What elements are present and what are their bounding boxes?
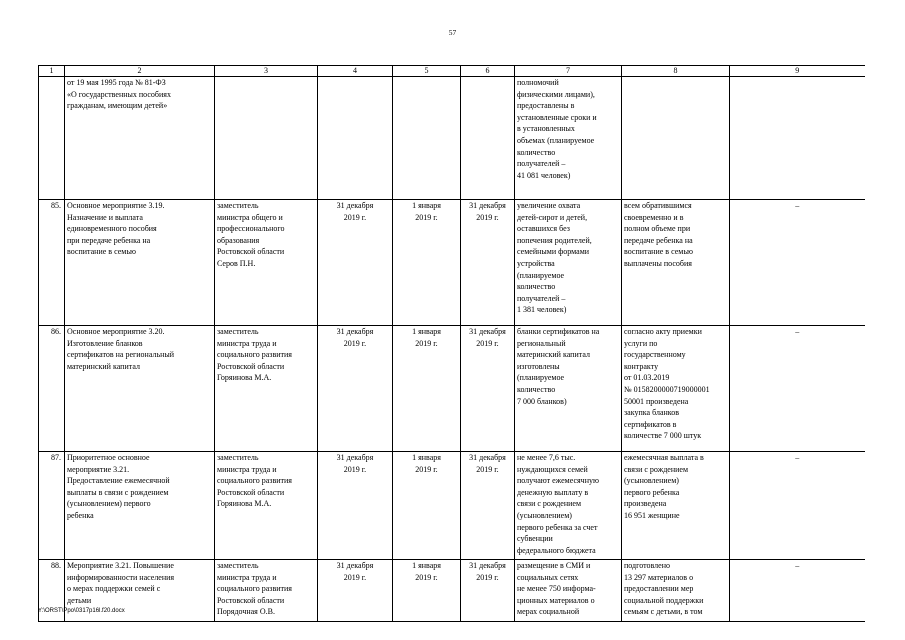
cell-text-line: № 0158200000719000001 bbox=[624, 384, 710, 394]
cell-text-line: 2019 г. bbox=[415, 212, 438, 222]
cell-text-line: денежную выплату в bbox=[517, 487, 589, 497]
cell-text-line: министра труда и bbox=[217, 572, 277, 582]
cell-text-line: субвенции bbox=[517, 534, 553, 544]
cell-text-line: социального развития bbox=[217, 476, 292, 486]
cell-text-line: 31 декабря bbox=[469, 327, 506, 336]
cell-text-line: 2019 г. bbox=[343, 572, 367, 582]
cell-text-line: ежемесячная выплата в bbox=[624, 453, 704, 462]
cell-text-line: сертификатов на региональный bbox=[67, 350, 175, 360]
column-header: 1 bbox=[39, 66, 65, 77]
cell-text-line: от 01.03.2019 bbox=[624, 373, 670, 383]
cell-text-line: детьми bbox=[67, 595, 92, 605]
column-header: 8 bbox=[622, 66, 730, 77]
column-header: 5 bbox=[393, 66, 461, 77]
actual-result-cell bbox=[622, 200, 730, 326]
cell-text-line: мерах социальной bbox=[517, 607, 580, 617]
row-number-cell: 87. bbox=[39, 452, 65, 560]
cell-text-line: единовременного пособия bbox=[67, 224, 157, 234]
table-row bbox=[39, 200, 865, 326]
cell-text-line: закупка бланков bbox=[624, 408, 680, 418]
cell-text-line: 2019 г. bbox=[476, 212, 499, 222]
cell-text-line: в установленных bbox=[517, 124, 575, 134]
report-table bbox=[38, 65, 865, 622]
cell-text-line: заместитель bbox=[217, 201, 259, 210]
cell-text-line: размещение в СМИ и bbox=[517, 561, 591, 570]
cell-text-line: 1 381 человек) bbox=[517, 305, 567, 315]
cell-text-line: полномочий bbox=[517, 78, 559, 87]
cell-text-line: оставшихся без bbox=[517, 224, 570, 234]
table-row bbox=[39, 77, 865, 200]
cell-text-line: детей-сирот и детей, bbox=[517, 212, 588, 222]
cell-text-line: воспитание в семью bbox=[67, 247, 136, 257]
cell-text-line: 50001 произведена bbox=[624, 396, 689, 406]
table-row bbox=[39, 326, 865, 452]
cell-text-line: Ростовской области bbox=[217, 247, 285, 257]
row-number-cell: 88. bbox=[39, 560, 65, 622]
notes-cell: – bbox=[730, 452, 865, 560]
cell-text-line: 2019 г. bbox=[343, 464, 367, 474]
cell-text-line: заместитель bbox=[217, 327, 259, 336]
cell-text-line: сертификатов в bbox=[624, 419, 677, 429]
cell-text-line: Предоставление ежемесячной bbox=[67, 476, 170, 486]
cell-text-line: Серов П.Н. bbox=[217, 258, 256, 268]
measure-name-cell bbox=[65, 77, 215, 200]
planned-end-date-cell bbox=[318, 452, 393, 560]
cell-text-line: выплачены пособия bbox=[624, 258, 692, 268]
cell-text-line: 2019 г. bbox=[343, 212, 367, 222]
cell-text-line: социальной поддержки bbox=[624, 595, 704, 605]
cell-text-line: государственному bbox=[624, 350, 686, 360]
cell-text-line: 2019 г. bbox=[476, 338, 499, 348]
cell-text-line: Изготовление бланков bbox=[67, 338, 143, 348]
cell-text-line: министра труда и bbox=[217, 338, 277, 348]
cell-text-line: нуждающихся семей bbox=[517, 464, 588, 474]
column-header: 2 bbox=[65, 66, 215, 77]
notes-cell: – bbox=[730, 200, 865, 326]
actual-end-date-cell bbox=[461, 200, 515, 326]
cell-text-line: Ростовской области bbox=[217, 487, 285, 497]
actual-result-cell bbox=[622, 452, 730, 560]
cell-text-line: полном объеме при bbox=[624, 224, 691, 234]
cell-text-line: передаче ребенка на bbox=[624, 235, 693, 245]
row-number-cell bbox=[39, 77, 65, 200]
cell-text-line: при передаче ребенка на bbox=[67, 235, 151, 245]
cell-text-line: контракту bbox=[624, 361, 659, 371]
cell-text-line: предоставлены в bbox=[517, 101, 575, 111]
cell-text-line: федерального бюджета bbox=[517, 545, 596, 555]
cell-text-line: получателей – bbox=[517, 159, 566, 169]
cell-text-line: Горяинова М.А. bbox=[217, 499, 272, 509]
responsible-person-cell bbox=[215, 77, 318, 200]
cell-text-line: 13 297 материалов о bbox=[624, 572, 694, 582]
actual-start-date-cell bbox=[393, 326, 461, 452]
actual-start-date-cell bbox=[393, 560, 461, 622]
planned-result-cell bbox=[515, 560, 622, 622]
column-header: 3 bbox=[215, 66, 318, 77]
cell-text-line: (усыновлением) bbox=[517, 510, 572, 520]
measure-name-cell bbox=[65, 452, 215, 560]
cell-text-line: 16 951 женщине bbox=[624, 510, 680, 520]
cell-text-line: 7 000 бланков) bbox=[517, 396, 567, 406]
cell-text-line: всем обратившимся bbox=[624, 201, 692, 210]
cell-text-line: (планируемое bbox=[517, 270, 565, 280]
cell-text-line: 1 января bbox=[412, 327, 441, 336]
notes-cell: – bbox=[730, 326, 865, 452]
actual-end-date-cell bbox=[461, 77, 515, 200]
cell-text-line: увеличение охвата bbox=[517, 201, 581, 210]
cell-text-line: количестве 7 000 штук bbox=[624, 431, 702, 441]
responsible-person-cell bbox=[215, 326, 318, 452]
cell-text-line: 1 января bbox=[412, 201, 441, 210]
cell-text-line: первого ребенка за счет bbox=[517, 522, 598, 532]
cell-text-line: министра общего и bbox=[217, 212, 283, 222]
cell-text-line: Мероприятие 3.21. Повышение bbox=[67, 561, 174, 570]
responsible-person-cell bbox=[215, 452, 318, 560]
cell-text-line: заместитель bbox=[217, 453, 259, 462]
cell-text-line: о мерах поддержки семей с bbox=[67, 584, 161, 594]
cell-text-line: 1 января bbox=[412, 453, 441, 462]
page-number: 57 bbox=[448, 28, 457, 37]
cell-text-line: связи с рождением bbox=[517, 499, 582, 509]
cell-text-line: социальных сетях bbox=[517, 572, 579, 582]
table-row bbox=[39, 560, 865, 622]
actual-start-date-cell bbox=[393, 77, 461, 200]
table-row bbox=[39, 452, 865, 560]
cell-text-line: количество bbox=[517, 147, 556, 157]
cell-text-line: гражданам, имеющим детей» bbox=[67, 101, 168, 111]
responsible-person-cell bbox=[215, 560, 318, 622]
cell-text-line: 31 декабря bbox=[336, 453, 374, 462]
cell-text-line: «О государственных пособиях bbox=[67, 89, 171, 99]
row-number-cell: 86. bbox=[39, 326, 65, 452]
cell-text-line: 2019 г. bbox=[476, 572, 499, 582]
column-header: 4 bbox=[318, 66, 393, 77]
cell-text-line: ционных материалов о bbox=[517, 595, 595, 605]
cell-text-line: 31 декабря bbox=[336, 561, 374, 570]
actual-start-date-cell bbox=[393, 200, 461, 326]
cell-text-line: Горяинова М.А. bbox=[217, 373, 272, 383]
cell-text-line: не менее 7,6 тыс. bbox=[517, 453, 576, 462]
cell-text-line: услуги по bbox=[624, 338, 658, 348]
actual-end-date-cell bbox=[461, 452, 515, 560]
measure-name-cell bbox=[65, 326, 215, 452]
cell-text-line: связи с рождением bbox=[624, 464, 689, 474]
cell-text-line: социального развития bbox=[217, 350, 292, 360]
cell-text-line: образования bbox=[217, 235, 260, 245]
cell-text-line: 31 декабря bbox=[336, 327, 374, 336]
cell-text-line: 2019 г. bbox=[343, 338, 367, 348]
actual-end-date-cell bbox=[461, 560, 515, 622]
cell-text-line: региональный bbox=[517, 338, 566, 348]
cell-text-line: 1 января bbox=[412, 561, 441, 570]
cell-text-line: информированности населения bbox=[67, 572, 175, 582]
cell-text-line: 31 декабря bbox=[469, 201, 506, 210]
cell-text-line: министра труда и bbox=[217, 464, 277, 474]
cell-text-line: подготовлено bbox=[624, 561, 670, 570]
cell-text-line: Ростовской области bbox=[217, 361, 285, 371]
cell-text-line: произведена bbox=[624, 499, 667, 509]
cell-text-line: Назначение и выплата bbox=[67, 212, 143, 222]
cell-text-line: мероприятие 3.21. bbox=[67, 464, 130, 474]
cell-text-line: предоставлении мер bbox=[624, 584, 694, 594]
cell-text-line: Приоритетное основное bbox=[67, 453, 150, 462]
actual-end-date-cell bbox=[461, 326, 515, 452]
cell-text-line: получателей – bbox=[517, 293, 566, 303]
cell-text-line: (усыновлением) bbox=[624, 476, 679, 486]
cell-text-line: материнский капитал bbox=[517, 350, 590, 360]
cell-text-line: социального развития bbox=[217, 584, 292, 594]
cell-text-line: первого ребенка bbox=[624, 487, 680, 497]
cell-text-line: количество bbox=[517, 384, 556, 394]
cell-text-line: (планируемое bbox=[517, 373, 565, 383]
cell-text-line: количество bbox=[517, 282, 556, 292]
cell-text-line: Основное мероприятие 3.20. bbox=[67, 327, 165, 336]
cell-text-line: 31 декабря bbox=[336, 201, 374, 210]
cell-text-line: выплаты в связи с рождением bbox=[67, 487, 169, 497]
cell-text-line: 2019 г. bbox=[415, 572, 438, 582]
planned-result-cell bbox=[515, 200, 622, 326]
planned-end-date-cell bbox=[318, 200, 393, 326]
cell-text-line: семьям с детьми, в том bbox=[624, 607, 703, 617]
row-number-cell: 85. bbox=[39, 200, 65, 326]
notes-cell bbox=[730, 77, 865, 200]
planned-result-cell bbox=[515, 326, 622, 452]
header-row bbox=[39, 66, 865, 77]
cell-text-line: заместитель bbox=[217, 561, 259, 570]
planned-end-date-cell bbox=[318, 326, 393, 452]
cell-text-line: изготовлены bbox=[517, 361, 560, 371]
cell-text-line: 31 декабря bbox=[469, 453, 506, 462]
cell-text-line: своевременно и в bbox=[624, 212, 684, 222]
cell-text-line: материнский капитал bbox=[67, 361, 140, 371]
cell-text-line: (усыновлением) первого bbox=[67, 499, 151, 509]
cell-text-line: Ростовской области bbox=[217, 595, 285, 605]
cell-text-line: Основное мероприятие 3.19. bbox=[67, 201, 165, 210]
measure-name-cell bbox=[65, 200, 215, 326]
planned-end-date-cell bbox=[318, 77, 393, 200]
planned-result-cell bbox=[515, 77, 622, 200]
cell-text-line: от 19 мая 1995 года № 81-ФЗ bbox=[67, 78, 166, 87]
actual-result-cell bbox=[622, 326, 730, 452]
file-path-footer: Y:\ORST\Ppo\0317p16l.f20.docx bbox=[38, 608, 125, 614]
notes-cell: – bbox=[730, 560, 865, 622]
column-header: 7 bbox=[515, 66, 622, 77]
cell-text-line: бланки сертификатов на bbox=[517, 327, 600, 336]
cell-text-line: ребенка bbox=[67, 510, 94, 520]
cell-text-line: попечения родителей, bbox=[517, 235, 592, 245]
actual-result-cell bbox=[622, 77, 730, 200]
cell-text-line: получают ежемесячную bbox=[517, 476, 599, 486]
cell-text-line: 2019 г. bbox=[415, 338, 438, 348]
cell-text-line: согласно акту приемки bbox=[624, 327, 702, 336]
cell-text-line: профессионального bbox=[217, 224, 285, 234]
cell-text-line: 41 081 человек) bbox=[517, 170, 571, 180]
cell-text-line: Порядочная О.В. bbox=[217, 607, 275, 617]
planned-end-date-cell bbox=[318, 560, 393, 622]
cell-text-line: установленные сроки и bbox=[517, 112, 597, 122]
responsible-person-cell bbox=[215, 200, 318, 326]
cell-text-line: 2019 г. bbox=[415, 464, 438, 474]
cell-text-line: физическими лицами), bbox=[517, 89, 595, 99]
cell-text-line: 2019 г. bbox=[476, 464, 499, 474]
planned-result-cell bbox=[515, 452, 622, 560]
column-header: 6 bbox=[461, 66, 515, 77]
cell-text-line: не менее 750 информа- bbox=[517, 584, 596, 594]
column-header: 9 bbox=[730, 66, 865, 77]
cell-text-line: воспитание в семью bbox=[624, 247, 693, 257]
cell-text-line: семейными формами bbox=[517, 247, 590, 257]
cell-text-line: 31 декабря bbox=[469, 561, 506, 570]
actual-start-date-cell bbox=[393, 452, 461, 560]
cell-text-line: объемах (планируемое bbox=[517, 135, 595, 145]
cell-text-line: устройства bbox=[517, 258, 555, 268]
actual-result-cell bbox=[622, 560, 730, 622]
